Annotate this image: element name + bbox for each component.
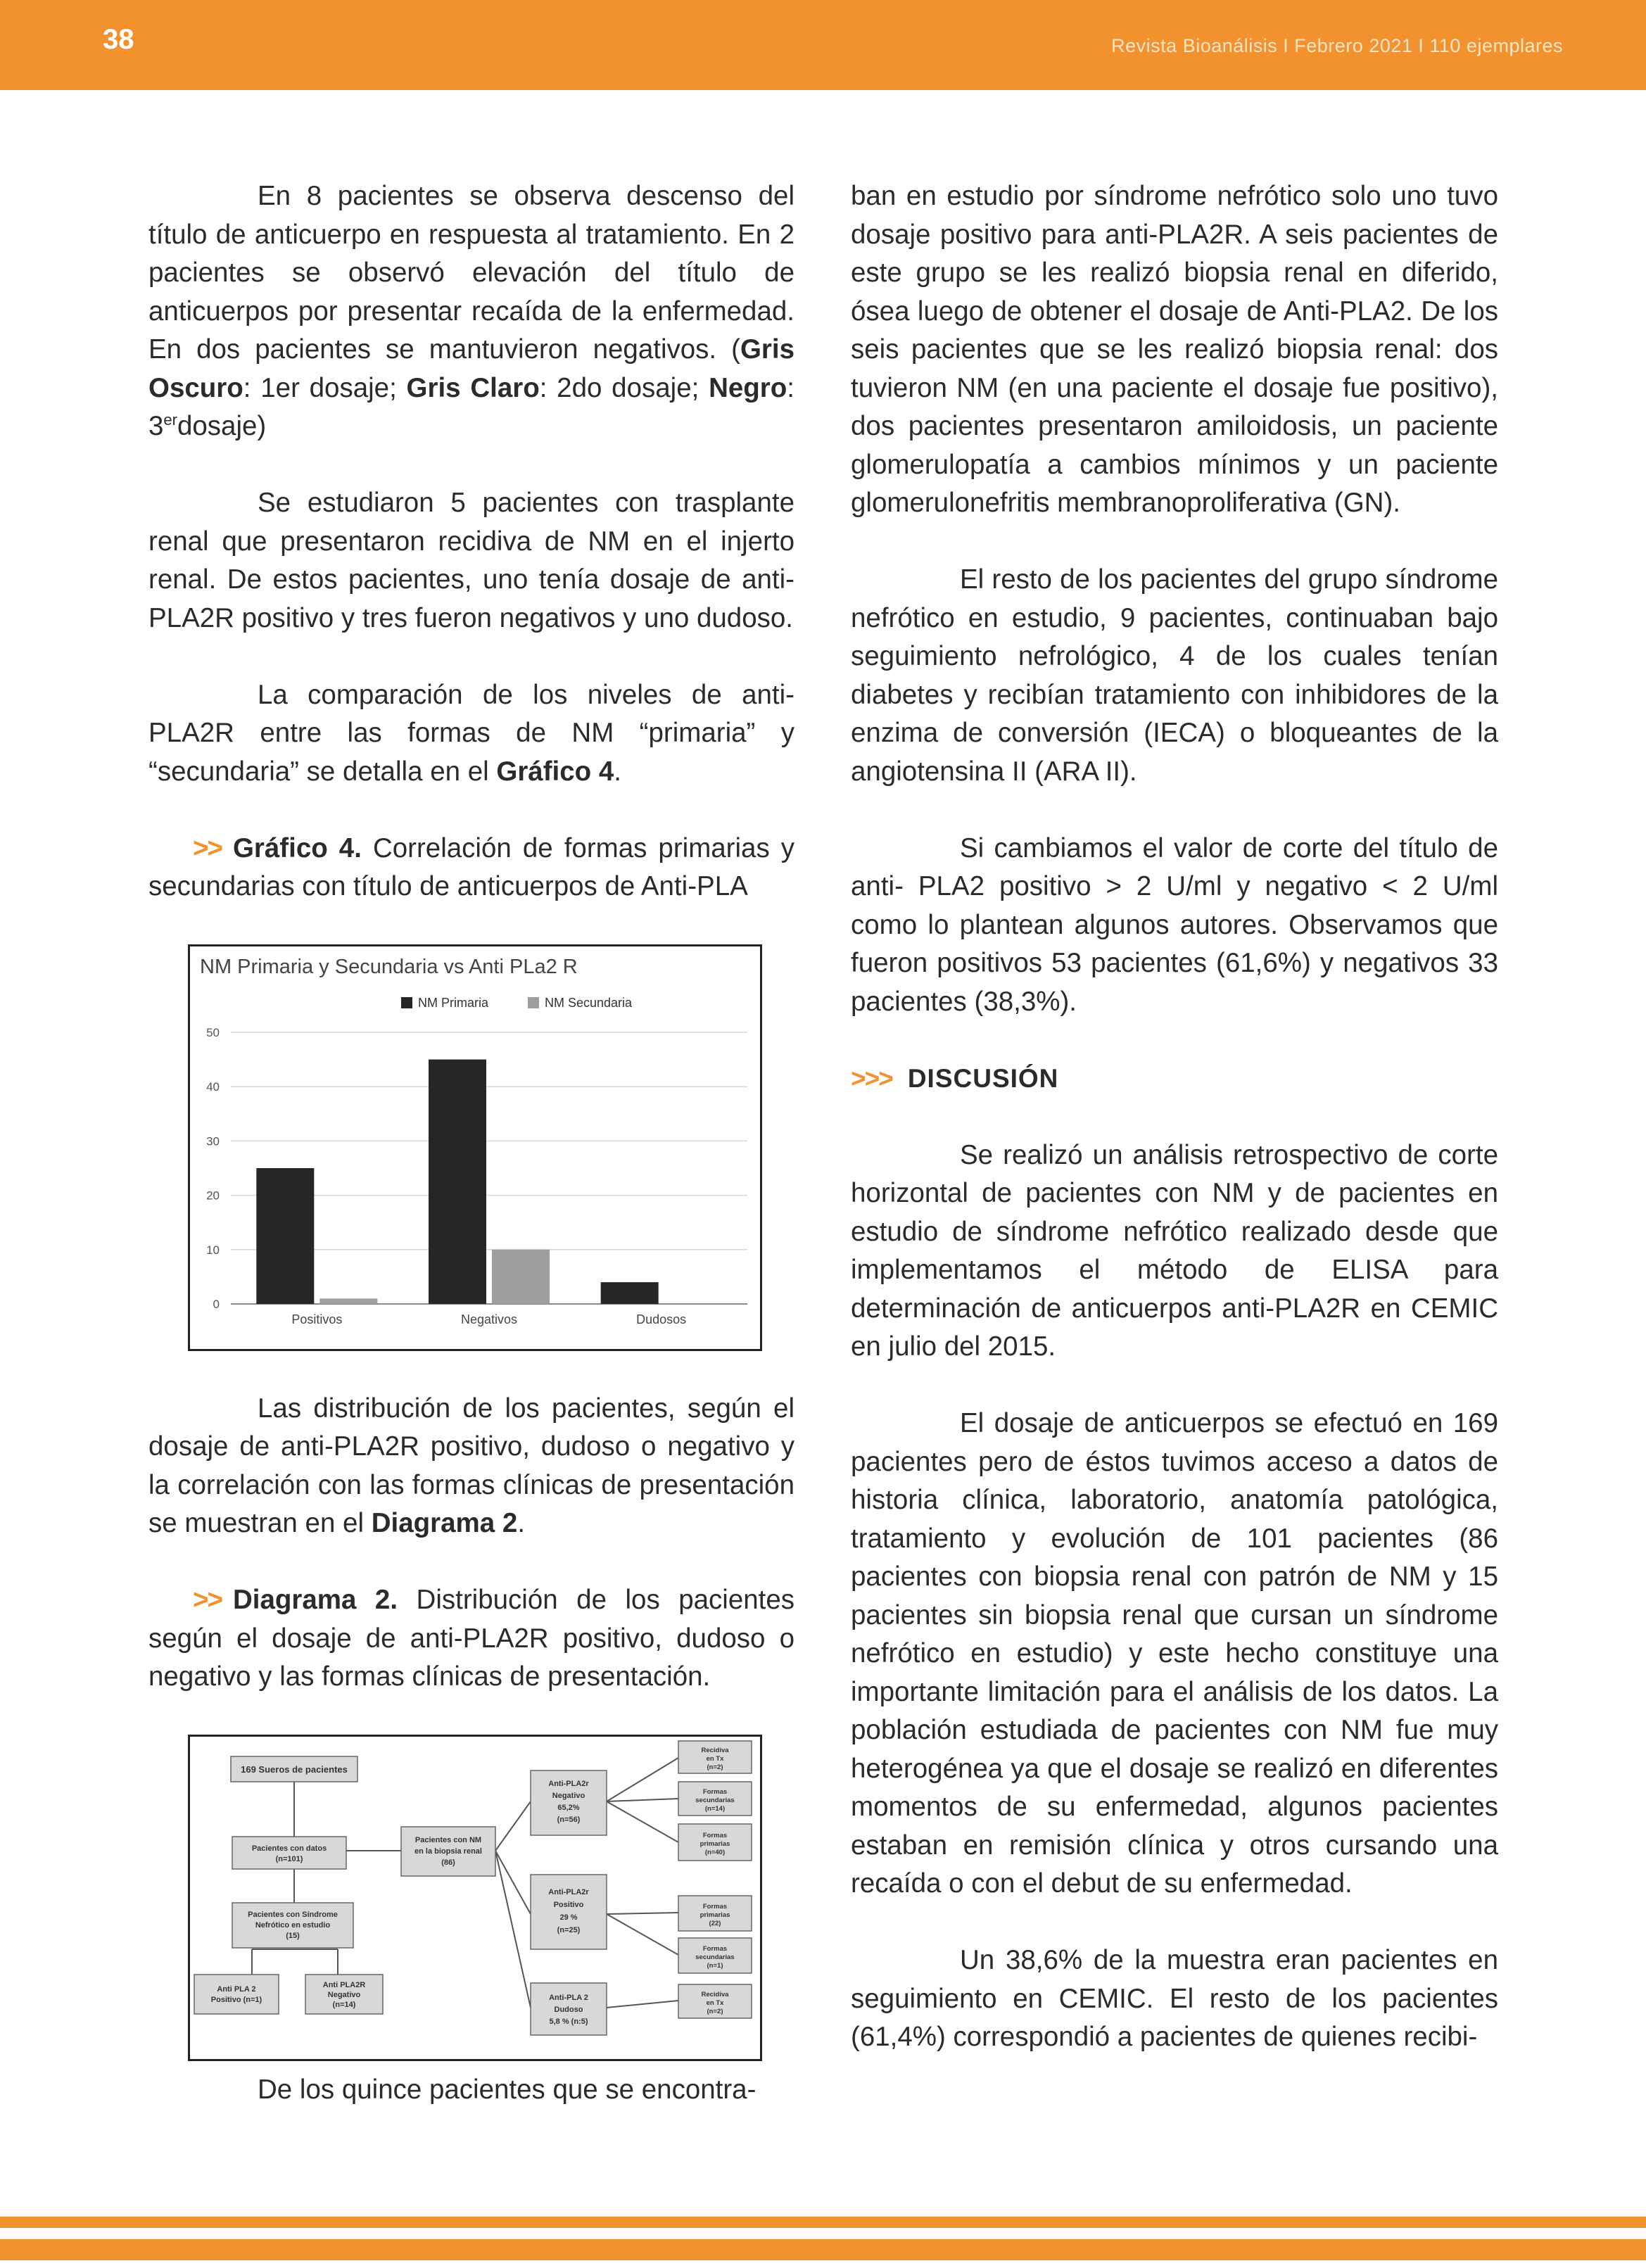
figure-caption: >> Gráfico 4. Correlación de formas primarias y secundarias con título de anticuerpos de Anti-PLA xyxy=(148,832,794,901)
paragraph: Las distribución de los pacientes, según el dosaje de anti-PLA2R positivo, dudoso o negativo y la correlación con las formas clínicas de presentación se muestran en el Diagrama 2. xyxy=(148,1393,794,1538)
svg-text:Pacientes con SíndromeNefrótic: Pacientes con Síndrome Nefrótico en estudio (15) xyxy=(248,1911,338,1940)
svg-text:169 Sueros de pacientes: 169 Sueros de pacientes xyxy=(241,1764,348,1775)
chart-title: NM Primaria y Secundaria vs Anti PLa2 R xyxy=(200,956,578,978)
paragraph: Si cambiamos el valor de corte del título de anti- PLA2 positivo > 2 U/ml y negativo < 2 U/ml como lo plantean algunos autores. Observamos que fueron positivos 53 pacientes (61,6%) y negativos 33 pacientes (38,3%). xyxy=(851,832,1498,1017)
svg-text:Anti-PLA 2Dudoso5,8 % (n:5): Anti-PLA 2 Dudoso 5,8 % (n:5) xyxy=(549,1994,588,2026)
paragraph: Se realizó un análisis retrospectivo de corte horizontal de pacientes con NM y de pacientes en estudio de síndrome nefrótico realizado desde que implementamos el método de ELISA para determinación de anticuerpos anti-PLA2R en CEMIC en julio del 2015. xyxy=(851,1139,1498,1362)
y-tick-label: 0 xyxy=(213,1298,220,1311)
svg-text:Recidivaen Tx(n=2): Recidiva en Tx (n=2) xyxy=(701,1747,729,1771)
paragraph: De los quince pacientes que se encontra- xyxy=(258,2074,756,2105)
page-number: 38 xyxy=(103,24,134,55)
svg-text:Recidivaen Tx(n=2): Recidiva en Tx (n=2) xyxy=(701,1991,729,2015)
chevron-arrows-icon: >> xyxy=(193,1585,222,1615)
node-con-datos xyxy=(232,1837,346,1869)
y-tick-label: 50 xyxy=(206,1026,220,1039)
right-column xyxy=(851,177,1498,2095)
svg-text:Formassecundarias(n=14): Formas secundarias (n=14) xyxy=(695,1788,735,1813)
x-tick-label: Dudosos xyxy=(636,1312,687,1326)
bar-chart xyxy=(188,944,762,1351)
svg-text:Formasprimarias(n=40): Formas primarias (n=40) xyxy=(699,1832,730,1856)
x-tick-label: Negativos xyxy=(460,1312,518,1326)
legend-swatch-secundaria xyxy=(528,997,539,1008)
legend-swatch-primaria xyxy=(401,997,412,1008)
svg-text:Formassecundarias(n=1): Formas secundarias (n=1) xyxy=(695,1945,735,1970)
paragraph: Un 38,6% de la muestra eran pacientes en seguimiento en CEMIC. El resto de los pacientes (61,4%) correspondió a pacientes de quienes recibi- xyxy=(851,1945,1498,2052)
legend-secundaria: NM Secundaria xyxy=(545,996,633,1010)
bar-positivos-secundaria xyxy=(319,1298,377,1304)
bar-negativos-secundaria xyxy=(492,1250,550,1304)
y-tick-label: 30 xyxy=(206,1134,220,1148)
left-column xyxy=(148,177,794,2148)
legend-primaria: NM Primaria xyxy=(418,996,489,1010)
bar-dudosos-primaria xyxy=(601,1282,659,1304)
paragraph: En 8 pacientes se observa descenso del título de anticuerpo en respuesta al tratamiento. En 2 pacientes se observó elevación del título de anticuerpos por presentar recaída de la enfermedad. En dos pacientes se mantuvieron negativos. (Gris Oscuro: 1er dosaje; Gris Claro: 2do dosaje; Negro: 3erdosaje) xyxy=(148,181,794,441)
node-positivo xyxy=(531,1875,607,1949)
x-tick-label: Positivos xyxy=(291,1312,343,1326)
paragraph: El resto de los pacientes del grupo síndrome nefrótico en estudio, 9 pacientes, continuaban bajo seguimiento nefrológico, 4 de los cuales tenían diabetes y recibían tratamiento con inhibidores de la enzima de conversión (IECA) o bloqueantes de la angiotensina II (ARA II). xyxy=(851,564,1498,787)
chevron-arrows-icon: >> xyxy=(193,832,222,863)
svg-text:Anti PLA 2Positivo (n=1): Anti PLA 2 Positivo (n=1) xyxy=(210,1985,262,2004)
footer-bar xyxy=(0,2239,1646,2260)
svg-text:Pacientes con NMen la biopsia: Pacientes con NM en la biopsia renal (86) xyxy=(414,1836,482,1867)
running-head: Revista Bioanálisis I Febrero 2021 I 110 ejemplares xyxy=(1111,35,1563,56)
svg-text:Pacientes con datos(n=101): Pacientes con datos (n=101) xyxy=(251,1844,327,1863)
paragraph: La comparación de los niveles de anti-PLA2R entre las formas de NM “primaria” y “secundaria” se detalla en el Gráfico 4. xyxy=(148,679,794,787)
y-tick-label: 20 xyxy=(206,1189,220,1203)
paragraph: Se estudiaron 5 pacientes con trasplante renal que presentaron recidiva de NM en el injerto renal. De estos pacientes, uno tenía dosaje de anti-PLA2R positivo y tres fueron negativos y uno dudoso. xyxy=(148,488,794,633)
bar-negativos-primaria xyxy=(429,1060,486,1304)
section-heading: >>> DISCUSIÓN xyxy=(851,1063,1059,1093)
paragraph: ban en estudio por síndrome nefrótico solo uno tuvo dosaje positivo para anti-PLA2R. A seis pacientes de este grupo se les realizó biopsia renal en diferido, ósea luego de obtener el dosaje de Anti-PLA2. De los seis pacientes que se les realizó biopsia renal: dos tuvieron NM (en una paciente el dosaje fue positivo), dos pacientes presentaron amiloidosis, un paciente glomerulopatía a cambios mínimos y un paciente glomerulonefritis membranoproliferativa (GN). xyxy=(851,181,1498,518)
chevron-arrows-icon: >>> xyxy=(851,1063,892,1093)
footer-bar xyxy=(0,2217,1646,2228)
bar-positivos-primaria xyxy=(256,1168,314,1304)
svg-text:Anti-PLA2rPositivo29 %(n=25): Anti-PLA2r Positivo 29 % (n=25) xyxy=(548,1888,589,1934)
y-tick-label: 40 xyxy=(206,1080,220,1094)
svg-text:Anti PLA2RNegativo(n=14): Anti PLA2R Negativo (n=14) xyxy=(322,1981,366,2009)
svg-text:Formasprimarias(22): Formas primarias (22) xyxy=(699,1903,730,1927)
svg-text:Anti-PLA2rNegativo65,2%(n=56): Anti-PLA2r Negativo 65,2% (n=56) xyxy=(548,1780,589,1824)
y-tick-label: 10 xyxy=(206,1243,220,1257)
flow-diagram xyxy=(188,1735,762,2061)
paragraph: El dosaje de anticuerpos se efectuó en 169 pacientes pero de éstos tuvimos acceso a datos de historia clínica, laboratorio, anatomía patológica, tratamiento y evolución de 101 pacientes (86 pacientes con biopsia renal con patrón de NM y 15 pacientes sin biopsia renal que cursan un síndrome nefrótico en estudio) y este hecho constituye una importante limitación para el análisis de los datos. La población estudiada de pacientes con NM fue muy heterogénea ya que el dosaje se realizó en diferentes momentos de su enfermedad, algunos pacientes estaban en remisión clínica y otros cursando una recaída o con el debut de su enfermedad. xyxy=(851,1408,1498,1899)
node-anti-pos xyxy=(194,1975,279,2014)
figure-caption: >> Diagrama 2. Distribución de los pacientes según el dosaje de anti-PLA2R positivo, dudoso o negativo y las formas clínicas de presentación. xyxy=(148,1585,794,1692)
header-bar xyxy=(0,0,1646,90)
